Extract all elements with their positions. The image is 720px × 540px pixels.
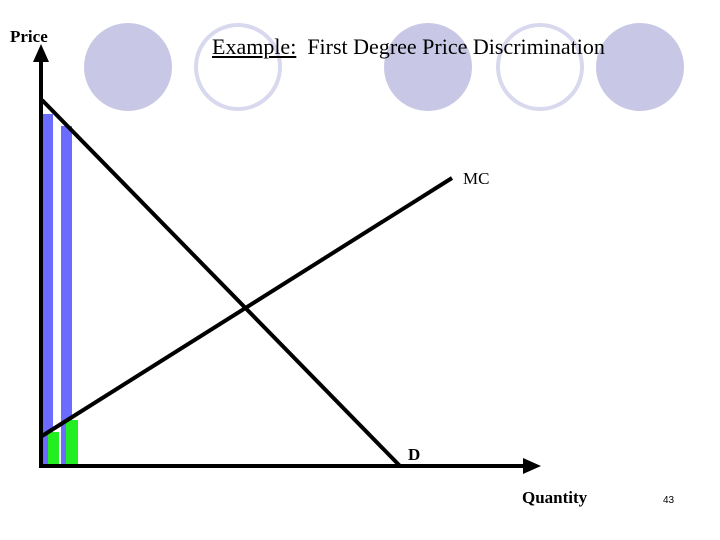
decor-circle-filled-3 xyxy=(596,23,684,111)
x-axis-arrowhead xyxy=(523,458,541,474)
mc-label: MC xyxy=(463,169,490,188)
y-axis-label: Price xyxy=(10,27,48,46)
consumer-bar-1 xyxy=(42,114,53,468)
decor-circle-filled-1 xyxy=(84,23,172,111)
page-number: 43 xyxy=(663,495,675,506)
demand-curve xyxy=(42,100,400,466)
x-axis-label: Quantity xyxy=(522,488,588,507)
cost-bar-2 xyxy=(66,420,78,468)
title-prefix: Example: xyxy=(212,34,297,59)
mc-curve xyxy=(42,178,452,436)
demand-label: D xyxy=(408,445,421,464)
title-rest: First Degree Price Discrimination xyxy=(296,34,605,59)
slide-title xyxy=(212,34,605,60)
cost-bar-1 xyxy=(48,432,59,468)
